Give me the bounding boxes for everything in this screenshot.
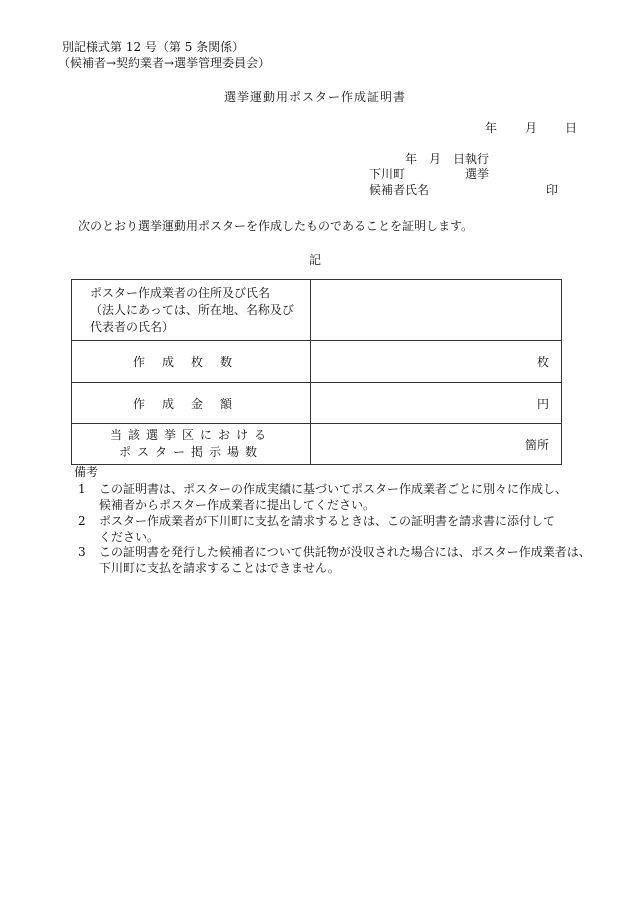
- election-date: 年 月 日執行: [405, 152, 490, 166]
- candidate-line: [369, 181, 558, 198]
- places-label-line1: 当該選挙区における: [109, 428, 272, 442]
- vendor-label-line3: 代表者の氏名）: [90, 319, 175, 334]
- count-value-cell[interactable]: [311, 341, 562, 383]
- election-name: [369, 165, 489, 182]
- town-name: 下川町: [369, 167, 406, 181]
- notes-heading: 備考: [74, 465, 99, 479]
- count-unit: 枚: [536, 355, 549, 369]
- vendor-label-line1: ポスター作成業者の住所及び氏名: [90, 285, 271, 300]
- table-row: [72, 383, 562, 424]
- note-text-line1: この証明書は、ポスターの作成実績に基づいてポスター作成業者ごとに別々に作成し、: [99, 482, 568, 496]
- note-text-line2: 候補者からポスター作成業者に提出してください。: [99, 498, 376, 512]
- places-value-cell[interactable]: [311, 424, 562, 465]
- issue-date: [485, 119, 577, 136]
- note-text-line1: この証明書を発行した候補者について供託物が没収された場合には、ポスター作成業者は、: [99, 545, 591, 559]
- vendor-label-line2: （法人にあっては、所在地、名称及び: [90, 302, 294, 317]
- table-row: [72, 424, 562, 465]
- note-text-line2: 下川町に支払を請求することはできません。: [99, 561, 340, 575]
- date-day: 日: [565, 121, 578, 135]
- table-row: [72, 341, 562, 383]
- submission-route: （候補者→契約業者→選挙管理委員会）: [58, 56, 271, 70]
- document-title: 選挙運動用ポスター作成証明書: [223, 90, 406, 104]
- amount-label: 作成金額: [72, 383, 311, 424]
- places-label-cell: [72, 424, 311, 465]
- vendor-label-cell: [72, 280, 311, 341]
- note-text-line2: ください。: [99, 530, 160, 544]
- amount-value-cell[interactable]: [311, 383, 562, 424]
- note-number: 1: [78, 482, 86, 496]
- amount-unit: 円: [536, 396, 549, 411]
- count-label: 作成枚数: [72, 341, 311, 383]
- election-suffix: 選挙: [465, 167, 490, 181]
- table-row: [72, 280, 562, 341]
- vendor-value-cell[interactable]: [311, 280, 562, 341]
- seal-mark: 印: [546, 183, 559, 197]
- places-label-line2: ポスター掲示場数: [118, 445, 263, 459]
- form-number: 別記様式第 12 号（第 5 条関係）: [62, 40, 245, 54]
- ki-heading: 記: [308, 253, 321, 267]
- date-year: 年: [485, 121, 498, 135]
- date-month: 月: [525, 121, 538, 135]
- note-number: 2: [78, 514, 86, 528]
- certificate-table: [71, 279, 562, 465]
- note-number: 3: [78, 545, 86, 559]
- candidate-label: 候補者氏名: [369, 183, 430, 197]
- places-unit: 箇所: [524, 437, 549, 452]
- note-text-line1: ポスター作成業者が下川町に支払を請求するときは、この証明書を請求書に添付して: [99, 514, 556, 528]
- certification-statement: 次のとおり選挙運動用ポスターを作成したものであることを証明します。: [78, 219, 474, 233]
